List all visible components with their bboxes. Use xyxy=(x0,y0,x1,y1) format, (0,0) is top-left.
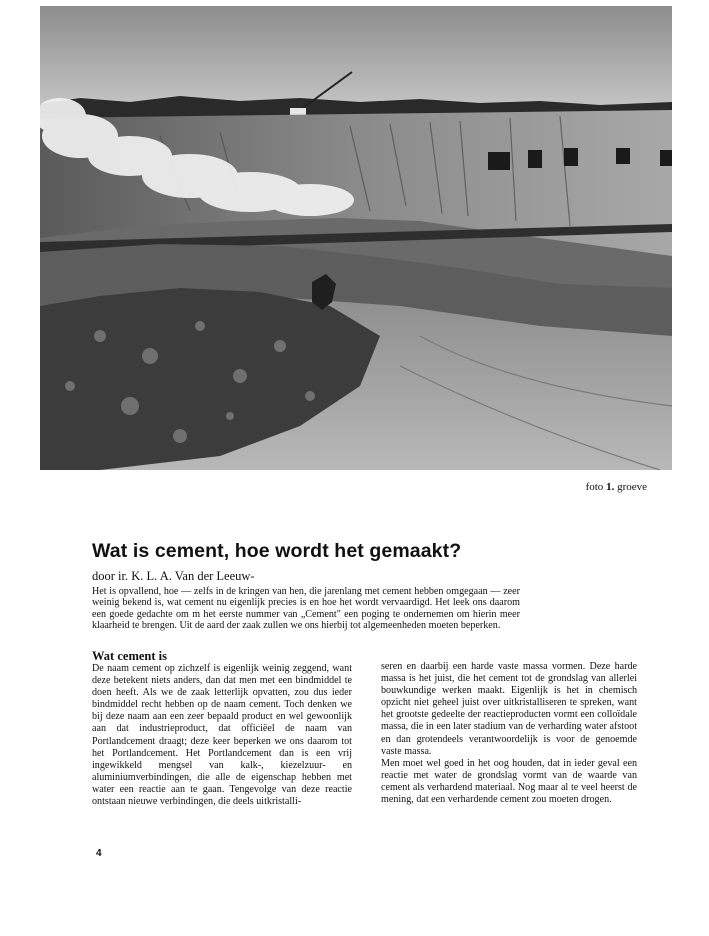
caption-text: groeve xyxy=(614,481,647,493)
photo-caption xyxy=(586,481,647,493)
article-author: door ir. K. L. A. Van der Leeuw- xyxy=(92,569,255,583)
quarry-photo xyxy=(40,6,672,470)
body-column-left: De naam cement op zichzelf is eigenlijk weinig zeggend, want deze betekent niets anders, dan dat men met een bindmiddel te doen heeft. Als we de zaak letterlijk opvatten, zou dus ieder bindmiddel recht hebben op de naam cement. Toch denken we bij deze naam aan een zeer bepaald product en wel gewoonlijk aan dat industrieproduct, dat officiëel de naam van Portlandcement draagt; deze keer beperken we ons daarom tot het Portlandcement. Het Portlandcement dan is een vrij ingewikkeld mengsel van kalk-, kiezelzuur- en aluminiumverbindingen, die alle de eigenschap hebben met water een reactie aan te gaan. Tengevolge van deze reactie ontstaan nieuwe verbindingen, die deels uitkristalli- xyxy=(92,663,352,808)
body-column-right xyxy=(381,661,637,806)
body-paragraph: Men moet wel goed in het oog houden, dat in ieder geval een reactie met water de grondslag vormt van de waarde van cement als verhardend materiaal. Nog maar al te veel heerst de mening, dat een verhardende cement zou moeten drogen. xyxy=(381,757,637,806)
section-heading: Wat cement is xyxy=(92,649,167,663)
article-intro: Het is opvallend, hoe — zelfs in de kringen van hen, die jarenlang met cement hebben omgegaan — zeer weinig bekend is, wat cement nu eigenlijk precies is en hoe het wordt vervaardigd. Het leek ons daarom een goede gedachte om m het eerste nummer van „Cement" een poging te ondernemen om hierin meer klaarheid te brengen. Uit de aard der zaak zullen we ons hierbij tot algemeenheden moeten beperken. xyxy=(92,586,520,631)
caption-number: 1. xyxy=(606,481,615,493)
article-title: Wat is cement, hoe wordt het gemaakt? xyxy=(92,540,462,562)
body-paragraph: seren en daarbij een harde vaste massa vormen. Deze harde massa is het juist, die het cement tot de grondslag van allerlei bouwkundige werken maakt. Eigenlijk is het in chemisch opzicht niet geheel juist over uitkristalliseren te spreken, want het grootste gedeelte der reactieproducten vormt een colloïdale massa, die in een later stadium van de verharding water afstoot en dan grotendeels verantwoordelijk is voor de genoemde vaste massa. xyxy=(381,661,637,757)
page-number: 4 xyxy=(96,848,102,859)
caption-prefix: foto xyxy=(585,481,607,493)
